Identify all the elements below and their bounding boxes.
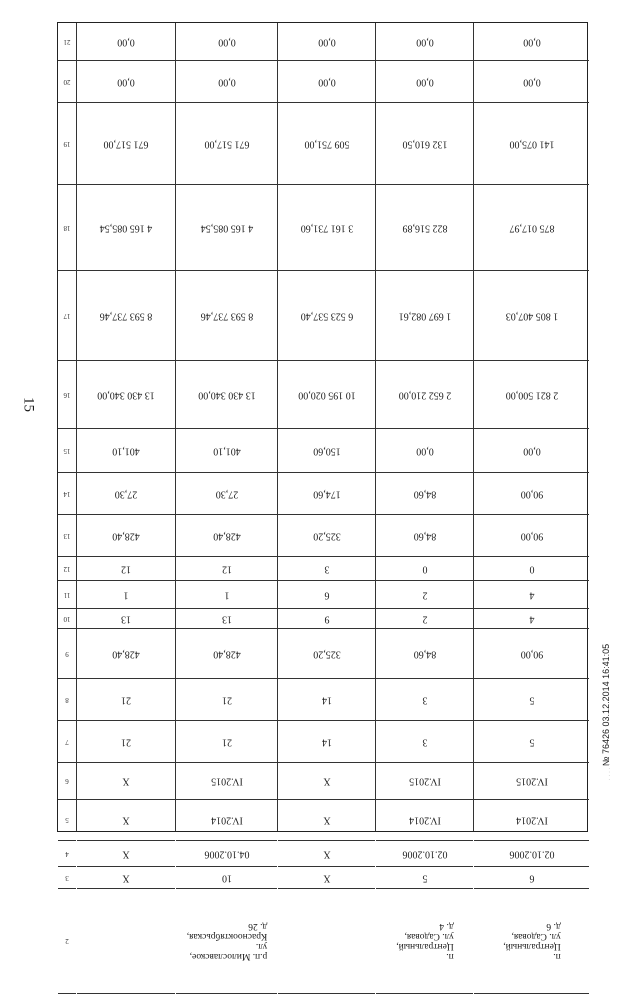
table-cell: р.п. Милославское, ул. Краснооктябрьская, д. 26 <box>176 889 277 994</box>
table-cell: 0 <box>474 557 589 581</box>
column-number-cell: 6 <box>58 763 76 800</box>
table-cell: 428,40 <box>77 629 175 679</box>
table-cell: 5 <box>474 679 589 721</box>
column-number-cell: 11 <box>58 581 76 609</box>
table-cell: 10 195 020,00 <box>278 361 375 429</box>
table-cell: IV.2015 <box>176 763 277 800</box>
table-cell: 27,30 <box>77 473 175 515</box>
table-cell: 0 <box>376 557 473 581</box>
table-cell: 4 <box>474 609 589 629</box>
table-cell: п. Центральный, ул. Садовая, д. 6 <box>474 889 589 994</box>
table-cell: 5 <box>376 867 473 889</box>
table-cell: 401,10 <box>176 429 277 473</box>
column-number-cell: 13 <box>58 515 76 557</box>
column-number-cell: 3 <box>58 867 76 889</box>
column-number-cell: 15 <box>58 429 76 473</box>
table-cell: 401,10 <box>77 429 175 473</box>
table-cell: 1 697 082,61 <box>376 271 473 361</box>
table-row <box>376 23 474 961</box>
table-cell: 0,00 <box>376 429 473 473</box>
table-cell: 671 517,00 <box>176 103 277 185</box>
table-cell: 21 <box>176 679 277 721</box>
table-cell: X <box>77 841 175 867</box>
table-cell: X <box>77 867 175 889</box>
table-cell: IV.2014 <box>474 800 589 841</box>
table-cell: 14 <box>278 721 375 763</box>
table-cell: 325,20 <box>278 515 375 557</box>
column-number-cell: 2 <box>58 889 76 994</box>
table-cell: 02.10.2006 <box>474 841 589 867</box>
column-number-cell: 8 <box>58 679 76 721</box>
table-cell: 174,60 <box>278 473 375 515</box>
column-number-cell: 5 <box>58 800 76 841</box>
table-cell: 509 751,00 <box>278 103 375 185</box>
table-cell: X <box>77 800 175 841</box>
column-number-header <box>58 23 77 945</box>
table-cell: 428,40 <box>77 515 175 557</box>
table-cell: 3 <box>278 557 375 581</box>
table-cell: X <box>77 763 175 800</box>
table-cell: 325,20 <box>278 629 375 679</box>
table-cell: 8 593 737,46 <box>77 271 175 361</box>
table-cell: 21 <box>176 721 277 763</box>
table-cell: 9 <box>278 609 375 629</box>
table-row <box>278 23 376 883</box>
table-cell: 671 517,00 <box>77 103 175 185</box>
table-cell: 5 <box>474 721 589 763</box>
table-cell: 822 516,89 <box>376 185 473 271</box>
table-cell: 6 523 537,40 <box>278 271 375 361</box>
table-cell: 90,00 <box>474 629 589 679</box>
table-cell: 0,00 <box>474 23 589 61</box>
table-cell: 875 017,97 <box>474 185 589 271</box>
table-cell: 0,00 <box>474 61 589 103</box>
table-cell: 0,00 <box>278 23 375 61</box>
table-cell: 3 <box>376 721 473 763</box>
column-number-cell: 16 <box>58 361 76 429</box>
table-cell: 90,00 <box>474 515 589 557</box>
table-row <box>77 23 176 883</box>
table-row <box>474 23 589 961</box>
table-cell: 1 <box>176 581 277 609</box>
table-cell: 4 165 085,54 <box>176 185 277 271</box>
registration-stamp: № 76426 03.12.2014 16:41:05 <box>601 643 611 767</box>
table-cell: 0,00 <box>176 23 277 61</box>
table-cell: IV.2015 <box>474 763 589 800</box>
data-table <box>57 22 588 961</box>
table-cell: 84,60 <box>376 629 473 679</box>
table-cell: 2 <box>376 609 473 629</box>
table-cell: X <box>278 763 375 800</box>
column-number-cell: 9 <box>58 629 76 679</box>
table-row <box>176 23 278 961</box>
table-cell: 2 821 500,00 <box>474 361 589 429</box>
table-cell: 0,00 <box>278 61 375 103</box>
table-cell: 132 610,50 <box>376 103 473 185</box>
table-cell: 04.10.2006 <box>176 841 277 867</box>
table-cell: 1 805 407,03 <box>474 271 589 361</box>
column-number-cell: 10 <box>58 609 76 629</box>
table-cell: X <box>278 867 375 889</box>
table-cell: 0,00 <box>176 61 277 103</box>
column-number-cell: 7 <box>58 721 76 763</box>
table-cell: 0,00 <box>376 23 473 61</box>
table-cell: 428,40 <box>176 515 277 557</box>
table-cell: 1 <box>77 581 175 609</box>
column-number-cell: 4 <box>58 841 76 867</box>
table-cell: X <box>278 841 375 867</box>
table-cell: 2 <box>376 581 473 609</box>
table-cell: 150,60 <box>278 429 375 473</box>
table-cell: IV.2015 <box>376 763 473 800</box>
table-cell: 27,30 <box>176 473 277 515</box>
table-cell: 428,40 <box>176 629 277 679</box>
faint-stamp-text: · · · · · <box>607 763 613 781</box>
table-cell: 21 <box>77 721 175 763</box>
table-cell: 12 <box>77 557 175 581</box>
table-cell: 13 <box>77 609 175 629</box>
table-cell: 3 <box>376 679 473 721</box>
table-cell: 4 165 085,54 <box>77 185 175 271</box>
table-cell: 4 <box>474 581 589 609</box>
column-number-cell: 19 <box>58 103 76 185</box>
column-number-cell: 14 <box>58 473 76 515</box>
table-cell: 6 <box>474 867 589 889</box>
table-cell: 02.10.2006 <box>376 841 473 867</box>
table-cell: 21 <box>77 679 175 721</box>
table-cell: 141 075,00 <box>474 103 589 185</box>
table-cell: IV.2014 <box>376 800 473 841</box>
table-cell: 0,00 <box>376 61 473 103</box>
page-number: 15 <box>20 397 37 412</box>
table-cell: X <box>278 800 375 841</box>
table-cell: 84,60 <box>376 515 473 557</box>
column-number-cell: 12 <box>58 557 76 581</box>
table-cell: 6 <box>278 581 375 609</box>
table-cell: 84,60 <box>376 473 473 515</box>
table-cell: 10 <box>176 867 277 889</box>
table-cell: 90,00 <box>474 473 589 515</box>
table-cell: 3 161 731,60 <box>278 185 375 271</box>
table-cell: 12 <box>176 557 277 581</box>
table-cell: 13 430 340,00 <box>77 361 175 429</box>
column-number-cell: 21 <box>58 23 76 61</box>
column-number-cell: 20 <box>58 61 76 103</box>
table-cell: 0,00 <box>77 61 175 103</box>
table-cell: IV.2014 <box>176 800 277 841</box>
table-cell: 0,00 <box>474 429 589 473</box>
table-cell: 13 430 340,00 <box>176 361 277 429</box>
table-cell: п. Центральный, ул. Садовая, д. 4 <box>376 889 473 994</box>
column-number-cell: 18 <box>58 185 76 271</box>
table-cell: 2 652 210,00 <box>376 361 473 429</box>
table-cell: 0,00 <box>77 23 175 61</box>
table-cell: 13 <box>176 609 277 629</box>
column-number-cell: 17 <box>58 271 76 361</box>
table-cell: 14 <box>278 679 375 721</box>
table-cell: 8 593 737,46 <box>176 271 277 361</box>
